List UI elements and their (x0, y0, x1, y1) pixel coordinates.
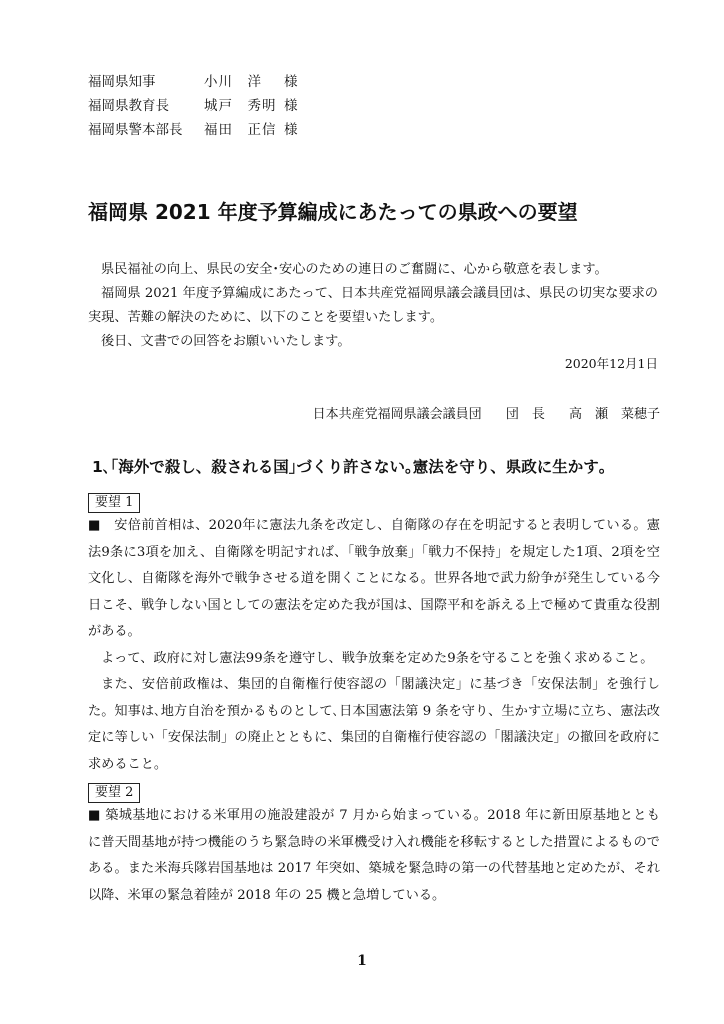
signature-position: 団 長 (505, 407, 545, 422)
addressee-honorific: 様 (284, 98, 298, 114)
addressee-name: 福田 正信 (204, 122, 277, 138)
addressee-name: 小川 洋 (204, 74, 262, 90)
intro-paragraph: 県民福祉の向上、県民の安全･安心のための連日のご奮闘に、心から敬意を表します。 (101, 262, 608, 277)
document-title: 福岡県 2021 年度予算編成にあたっての県政への要望 (88, 200, 578, 224)
request-label: 要望 1 (88, 493, 140, 513)
intro-paragraph: 福岡県 2021 年度予算編成にあたって、日本共産党福岡県議会議員団は、県民の切実な要求の実現、苦難の解決のために、以下のことを要望いたします。 (88, 286, 658, 325)
addressee-role: 福岡県知事 (88, 74, 156, 90)
request-body (88, 803, 660, 909)
intro-paragraph: 後日、文書での回答をお願いいたします。 (101, 334, 351, 349)
intro-section (88, 258, 658, 354)
page-number: 1 (357, 953, 367, 969)
signature-group: 日本共産党福岡県議会議員団 (312, 407, 482, 422)
request-paragraph: ■ 安倍前首相は、2020年に憲法九条を改定し、自衛隊の存在を明記すると表明している。憲法9条に3項を加え、自衛隊を明記すれば、「戦争放棄」「戦力不保持」を規定した1項、2項を空文化し、自衛隊を海外で戦争させる道を開くことになる。世界各地で武力紛争が発生している今日こそ、戦争しない国としての憲法を定めた我が国は、国際平和を訴える上で極めて貴重な役割がある。 (88, 518, 660, 639)
addressee-row (88, 70, 298, 94)
document-date: 2020年12月1日 (564, 356, 658, 371)
addressee-name: 城戸 秀明 (204, 98, 277, 114)
request-paragraph: よって、政府に対し憲法99条を遵守し、戦争放棄を定めた9条を守ることを強く求めること。 (101, 650, 654, 666)
signature-name: 高 瀬 菜穂子 (568, 407, 660, 422)
section-heading: 1､｢海外で殺し、殺される国｣づくり許さない｡憲法を守り、県政に生かす｡ (92, 458, 607, 476)
addressee-row (88, 94, 298, 118)
addressee-role: 福岡県教育長 (88, 98, 169, 114)
request-label: 要望 2 (88, 783, 140, 803)
request-paragraph: また、安倍前政権は、集団的自衛権行使容認の「閣議決定」に基づき「安保法制」を強行した。知事は､地方自治を預かるものとして､日本国憲法第 9 条を守り、生かす立場に立ち、憲法改定に等しい「安保法制」の廃止とともに、集団的自衛権行使容認の「閣議決定」の撤回を政府に求めること。 (88, 677, 660, 772)
addressee-list (88, 70, 298, 142)
request-body (88, 513, 660, 778)
addressee-role: 福岡県警本部長 (88, 122, 183, 138)
request-paragraph: ■ 築城基地における米軍用の施設建設が 7 月から始まっている。2018 年に新田原基地とともに普天間基地が持つ機能のうち緊急時の米軍機受け入れ機能を移転するとした措置によるものである。また米海兵隊岩国基地は 2017 年突如、築城を緊急時の第一の代替基地と定めたが、それ以降、米軍の緊急着陸が 2018 年の 25 機と急増している。 (88, 808, 660, 903)
addressee-honorific: 様 (284, 74, 298, 90)
addressee-honorific: 様 (284, 122, 298, 138)
addressee-row (88, 118, 298, 142)
signature-line (313, 403, 660, 422)
